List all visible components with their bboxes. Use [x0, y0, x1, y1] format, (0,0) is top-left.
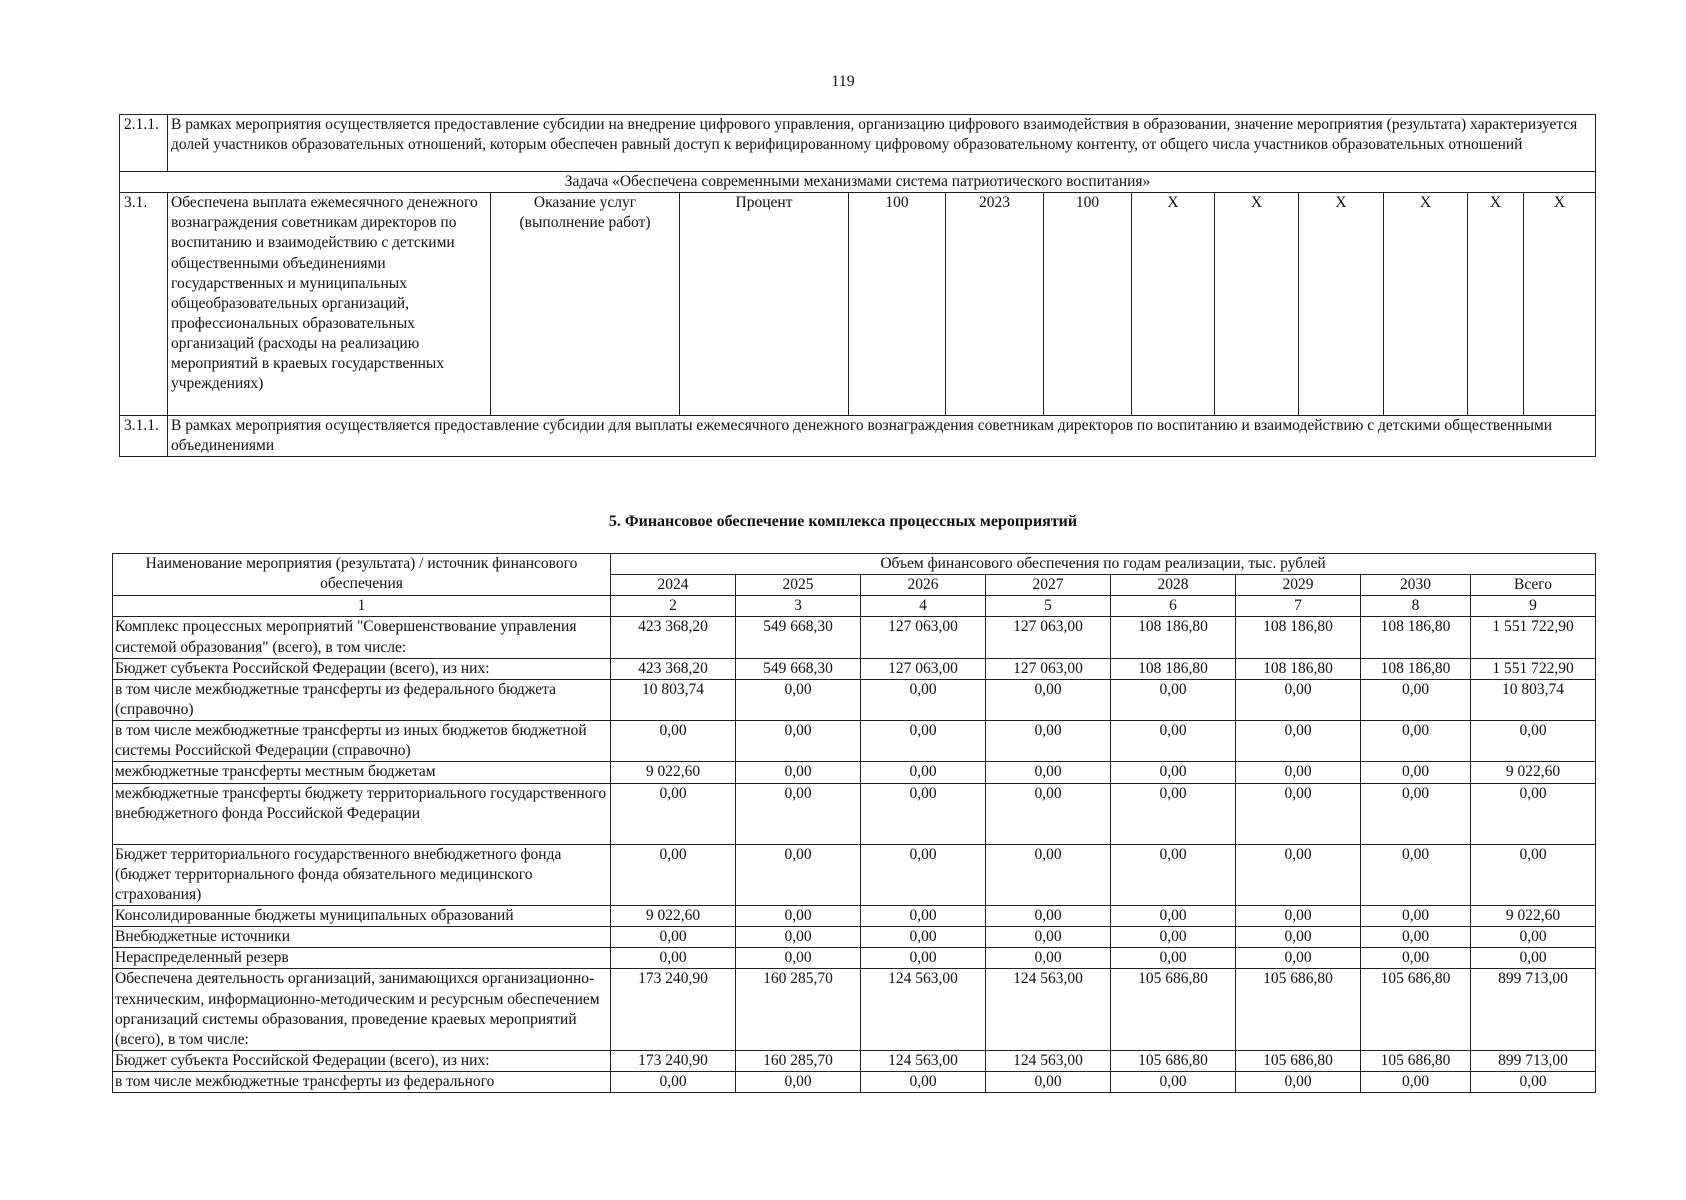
year-value-cell: 0,00	[736, 1072, 861, 1093]
year-value-cell: 0,00	[736, 721, 861, 762]
year-value-cell: 108 186,80	[1236, 658, 1361, 679]
row-number: 3.1.	[120, 193, 168, 416]
funding-source-name: Бюджет территориального государственного внебюджетного фонда (бюджет территориального фонда обязательного медицинского страхования)	[113, 844, 611, 905]
funding-source-name: Бюджет субъекта Российской Федерации (всего), из них:	[113, 1050, 611, 1071]
year-value-cell: 0,00	[1236, 905, 1361, 926]
event-name: Обеспечена выплата ежемесячного денежного вознаграждения советникам директоров по воспитанию и взаимодействию с детскими общественными объединениями государственных и муниципальных общеобразовательных организаций, профессиональных образовательных организаций (расходы на реализацию мероприятий в краевых государственных учреждениях)	[168, 193, 491, 416]
volume-column-header: Объем финансового обеспечения по годам реализации, тыс. рублей	[611, 554, 1596, 575]
year-value-cell: 0,00	[986, 762, 1111, 783]
year-value-cell: 0,00	[986, 783, 1111, 844]
table-row	[113, 783, 1596, 844]
year-value-cell: 0,00	[861, 762, 986, 783]
column-number: 1	[113, 596, 611, 617]
year-value-cell: 423 368,20	[611, 658, 736, 679]
year-value-cell: 0,00	[1361, 762, 1471, 783]
task-heading: Задача «Обеспечена современными механизмами система патриотического воспитания»	[120, 172, 1596, 193]
year-value-cell: 9 022,60	[611, 905, 736, 926]
total-value-cell: 10 803,74	[1471, 679, 1596, 720]
year-value-cell: 0,00	[861, 948, 986, 969]
table-row	[113, 969, 1596, 1051]
value-cell: Х	[1524, 193, 1596, 416]
indicators-table	[119, 114, 1596, 457]
year-value-cell: 549 668,30	[736, 658, 861, 679]
row-number: 3.1.1.	[120, 416, 168, 457]
year-value-cell: 0,00	[861, 927, 986, 948]
year-value-cell: 108 186,80	[1111, 658, 1236, 679]
year-value-cell: 0,00	[611, 721, 736, 762]
year-value-cell: 0,00	[736, 905, 861, 926]
year-value-cell: 124 563,00	[861, 969, 986, 1051]
total-value-cell: 0,00	[1471, 721, 1596, 762]
funding-source-name: Нераспределенный резерв	[113, 948, 611, 969]
table-row	[113, 721, 1596, 762]
funding-source-name: в том числе межбюджетные трансферты из федерального	[113, 1072, 611, 1093]
table-row	[113, 844, 1596, 905]
year-header: 2029	[1236, 575, 1361, 596]
year-value-cell: 0,00	[986, 948, 1111, 969]
year-value-cell: 0,00	[861, 905, 986, 926]
event-type: Оказание услуг (выполнение работ)	[491, 193, 680, 416]
year-value-cell: 0,00	[1111, 783, 1236, 844]
total-value-cell: 0,00	[1471, 783, 1596, 844]
column-number: 6	[1111, 596, 1236, 617]
year-value-cell: 0,00	[1236, 844, 1361, 905]
year-header: 2026	[861, 575, 986, 596]
column-number: 8	[1361, 596, 1471, 617]
year-value-cell: 160 285,70	[736, 969, 861, 1051]
total-value-cell: 0,00	[1471, 844, 1596, 905]
year-value-cell: 0,00	[986, 927, 1111, 948]
total-value-cell: 899 713,00	[1471, 1050, 1596, 1071]
year-value-cell: 127 063,00	[861, 658, 986, 679]
total-value-cell: 0,00	[1471, 1072, 1596, 1093]
table-row	[113, 905, 1596, 926]
year-value-cell: 0,00	[736, 679, 861, 720]
year-value-cell: 0,00	[986, 679, 1111, 720]
year-header: 2030	[1361, 575, 1471, 596]
year-value-cell: 0,00	[1361, 844, 1471, 905]
year-header: 2028	[1111, 575, 1236, 596]
year-value-cell: 0,00	[861, 1072, 986, 1093]
year-value-cell: 0,00	[736, 948, 861, 969]
total-value-cell: 0,00	[1471, 927, 1596, 948]
year-value-cell: 0,00	[611, 844, 736, 905]
year-value-cell: 105 686,80	[1111, 1050, 1236, 1071]
year-header: 2025	[736, 575, 861, 596]
year-value-cell: 0,00	[1236, 783, 1361, 844]
value-2024: 100	[1044, 193, 1132, 416]
table-row	[113, 927, 1596, 948]
year-value-cell: 0,00	[611, 948, 736, 969]
value-cell: Х	[1132, 193, 1215, 416]
funding-source-name: Консолидированные бюджеты муниципальных образований	[113, 905, 611, 926]
table-row	[113, 1050, 1596, 1071]
year-value-cell: 0,00	[986, 844, 1111, 905]
year-value-cell: 173 240,90	[611, 1050, 736, 1071]
year-value-cell: 0,00	[611, 927, 736, 948]
column-number: 4	[861, 596, 986, 617]
year-value-cell: 108 186,80	[1361, 658, 1471, 679]
year-value-cell: 0,00	[861, 721, 986, 762]
year-value-cell: 0,00	[1236, 679, 1361, 720]
financing-table	[112, 553, 1596, 1093]
year-value-cell: 0,00	[1111, 679, 1236, 720]
table-row	[120, 172, 1596, 193]
value-cell: Х	[1215, 193, 1299, 416]
year-value-cell: 0,00	[1361, 783, 1471, 844]
table-row	[113, 1072, 1596, 1093]
year-value-cell: 105 686,80	[1111, 969, 1236, 1051]
year-value-cell: 108 186,80	[1111, 617, 1236, 658]
year-value-cell: 0,00	[861, 679, 986, 720]
table-row	[113, 948, 1596, 969]
year-value-cell: 173 240,90	[611, 969, 736, 1051]
year-value-cell: 0,00	[1361, 721, 1471, 762]
year-value-cell: 0,00	[1236, 927, 1361, 948]
row-description: В рамках мероприятия осуществляется предоставление субсидии для выплаты ежемесячного денежного вознаграждения советникам директоров по воспитанию и взаимодействию с детскими общественными объединениями	[168, 416, 1596, 457]
year-value-cell: 127 063,00	[986, 617, 1111, 658]
year-header: 2027	[986, 575, 1111, 596]
year-value-cell: 9 022,60	[611, 762, 736, 783]
year-value-cell: 0,00	[1361, 905, 1471, 926]
year-value-cell: 0,00	[861, 844, 986, 905]
funding-source-name: Обеспечена деятельность организаций, занимающихся организационно-техническим, информационно-методическим и ресурсным обеспечением организаций системы образования, проведение краевых мероприятий (всего), в том числе:	[113, 969, 611, 1051]
year-value-cell: 0,00	[1236, 721, 1361, 762]
total-header: Всего	[1471, 575, 1596, 596]
table-row	[120, 115, 1596, 172]
year-value-cell: 108 186,80	[1361, 617, 1471, 658]
table-row	[120, 416, 1596, 457]
year-value-cell: 0,00	[1361, 948, 1471, 969]
column-number: 5	[986, 596, 1111, 617]
year-value-cell: 0,00	[1111, 927, 1236, 948]
funding-source-name: Внебюджетные источники	[113, 927, 611, 948]
section-title: 5. Финансовое обеспечение комплекса процессных мероприятий	[608, 513, 1078, 530]
column-number: 7	[1236, 596, 1361, 617]
year-value-cell: 124 563,00	[986, 969, 1111, 1051]
year-value-cell: 0,00	[986, 905, 1111, 926]
table-row	[113, 617, 1596, 658]
total-value-cell: 1 551 722,90	[1471, 658, 1596, 679]
base-value: 100	[849, 193, 946, 416]
base-year: 2023	[946, 193, 1044, 416]
funding-source-name: межбюджетные трансферты бюджету территориального государственного внебюджетного фонда Российской Федерации	[113, 783, 611, 844]
header-row	[113, 554, 1596, 575]
name-column-header: Наименование мероприятия (результата) / источник финансового обеспечения	[113, 554, 611, 596]
year-value-cell: 105 686,80	[1236, 969, 1361, 1051]
table-row	[113, 679, 1596, 720]
year-value-cell: 0,00	[986, 721, 1111, 762]
total-value-cell: 0,00	[1471, 948, 1596, 969]
year-value-cell: 0,00	[736, 844, 861, 905]
year-value-cell: 160 285,70	[736, 1050, 861, 1071]
year-value-cell: 0,00	[736, 783, 861, 844]
year-value-cell: 549 668,30	[736, 617, 861, 658]
total-value-cell: 1 551 722,90	[1471, 617, 1596, 658]
column-number: 9	[1471, 596, 1596, 617]
year-value-cell: 105 686,80	[1236, 1050, 1361, 1071]
year-value-cell: 10 803,74	[611, 679, 736, 720]
year-header: 2024	[611, 575, 736, 596]
row-number: 2.1.1.	[120, 115, 168, 172]
year-value-cell: 105 686,80	[1361, 1050, 1471, 1071]
year-value-cell: 0,00	[1111, 721, 1236, 762]
year-value-cell: 105 686,80	[1361, 969, 1471, 1051]
total-value-cell: 899 713,00	[1471, 969, 1596, 1051]
funding-source-name: Бюджет субъекта Российской Федерации (всего), из них:	[113, 658, 611, 679]
table-row	[113, 762, 1596, 783]
value-cell: Х	[1468, 193, 1524, 416]
year-value-cell: 127 063,00	[986, 658, 1111, 679]
funding-source-name: Комплекс процессных мероприятий "Совершенствование управления системой образования" (всего), в том числе:	[113, 617, 611, 658]
year-value-cell: 124 563,00	[861, 1050, 986, 1071]
year-value-cell: 0,00	[736, 762, 861, 783]
year-value-cell: 0,00	[1361, 679, 1471, 720]
page-number: 119	[831, 73, 855, 90]
year-value-cell: 0,00	[1111, 948, 1236, 969]
year-value-cell: 124 563,00	[986, 1050, 1111, 1071]
total-value-cell: 9 022,60	[1471, 905, 1596, 926]
year-value-cell: 0,00	[1111, 762, 1236, 783]
year-value-cell: 0,00	[1361, 1072, 1471, 1093]
year-value-cell: 127 063,00	[861, 617, 986, 658]
year-value-cell: 0,00	[1111, 1072, 1236, 1093]
year-value-cell: 0,00	[986, 1072, 1111, 1093]
year-value-cell: 0,00	[1236, 1072, 1361, 1093]
funding-source-name: межбюджетные трансферты местным бюджетам	[113, 762, 611, 783]
year-value-cell: 0,00	[1111, 844, 1236, 905]
year-value-cell: 0,00	[1111, 905, 1236, 926]
table-row	[113, 658, 1596, 679]
year-value-cell: 423 368,20	[611, 617, 736, 658]
year-value-cell: 0,00	[861, 783, 986, 844]
unit: Процент	[680, 193, 849, 416]
year-value-cell: 0,00	[1361, 927, 1471, 948]
year-value-cell: 0,00	[1236, 762, 1361, 783]
row-description: В рамках мероприятия осуществляется предоставление субсидии на внедрение цифрового управления, организацию цифрового взаимодействия в образовании, значение мероприятия (результата) характеризуется долей участников образовательных отношений, которым обеспечен равный доступ к верифицированному цифровому образовательному контенту, от общего числа участников образовательных отношений	[168, 115, 1596, 172]
column-number: 2	[611, 596, 736, 617]
year-value-cell: 0,00	[1236, 948, 1361, 969]
year-value-cell: 0,00	[736, 927, 861, 948]
value-cell: Х	[1384, 193, 1468, 416]
column-number: 3	[736, 596, 861, 617]
year-value-cell: 0,00	[611, 783, 736, 844]
total-value-cell: 9 022,60	[1471, 762, 1596, 783]
column-number-row	[113, 596, 1596, 617]
year-value-cell: 108 186,80	[1236, 617, 1361, 658]
funding-source-name: в том числе межбюджетные трансферты из федерального бюджета (справочно)	[113, 679, 611, 720]
year-value-cell: 0,00	[611, 1072, 736, 1093]
value-cell: Х	[1299, 193, 1384, 416]
table-row	[120, 193, 1596, 416]
funding-source-name: в том числе межбюджетные трансферты из иных бюджетов бюджетной системы Российской Федерации (справочно)	[113, 721, 611, 762]
